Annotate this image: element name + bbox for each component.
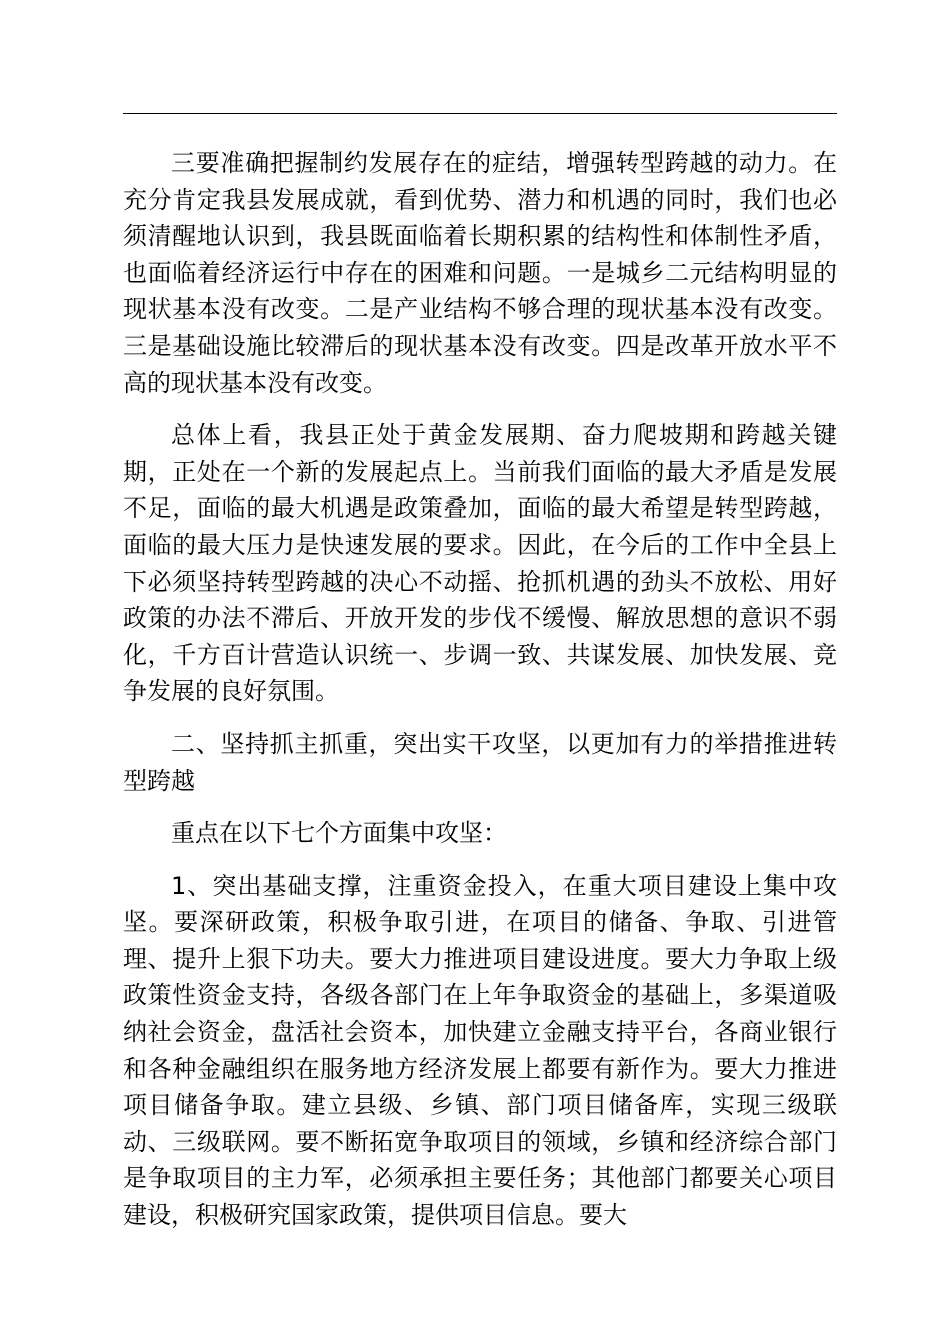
paragraph-item-one: 1、突出基础支撑，注重资金投入，在重大项目建设上集中攻坚。要深研政策，积极争取引进，在项目的储备、争取、引进管理、提升上狠下功夫。要大力推进项目建设进度。要大力争取上级政策性资金支持，各级各部门在上年争取资金的基础上，多渠道吸纳社会资金，盘活社会资本，加快建立金融支持平台，各商业银行和各种金融组织在服务地方经济发展上都要有新作为。要大力推进项目储备争取。建立县级、乡镇、部门项目储备库，实现三级联动、三级联网。要不断拓宽争取项目的领域，乡镇和经济综合部门是争取项目的主力军，必须承担主要任务；其他部门都要关心项目建设，积极研究国家政策，提供项目信息。要大 [123,871,837,1230]
document-body [123,145,837,1234]
paragraph-constraints: 三要准确把握制约发展存在的症结，增强转型跨越的动力。在充分肯定我县发展成就，看到优势、潜力和机遇的同时，我们也必须清醒地认识到，我县既面临着长期积累的结构性和体制性矛盾，也面临着经济运行中存在的困难和问题。一是城乡二元结构明显的现状基本没有改变。二是产业结构不够合理的现状基本没有改变。三是基础设施比较滞后的现状基本没有改变。四是改革开放水平不高的现状基本没有改变。 [123,149,837,397]
paragraph-seven-aspects: 重点在以下七个方面集中攻坚： [171,819,507,848]
paragraph-overall-view: 总体上看，我县正处于黄金发展期、奋力爬坡期和跨越关键期，正处在一个新的发展起点上。当前我们面临的最大矛盾是发展不足，面临的最大机遇是政策叠加，面临的最大希望是转型跨越，面临的最大压力是快速发展的要求。因此，在今后的工作中全县上下必须坚持转型跨越的决心不动摇、抢抓机遇的劲头不放松、用好政策的办法不滞后、开放开发的步伐不缓慢、解放思想的意识不弱化，千方百计营造认识统一、步调一致、共谋发展、加快发展、竞争发展的良好氛围。 [123,421,837,706]
section-heading-two: 二、坚持抓主抓重，突出实干攻坚，以更加有力的举措推进转型跨越 [123,729,837,795]
header-rule [123,113,837,114]
